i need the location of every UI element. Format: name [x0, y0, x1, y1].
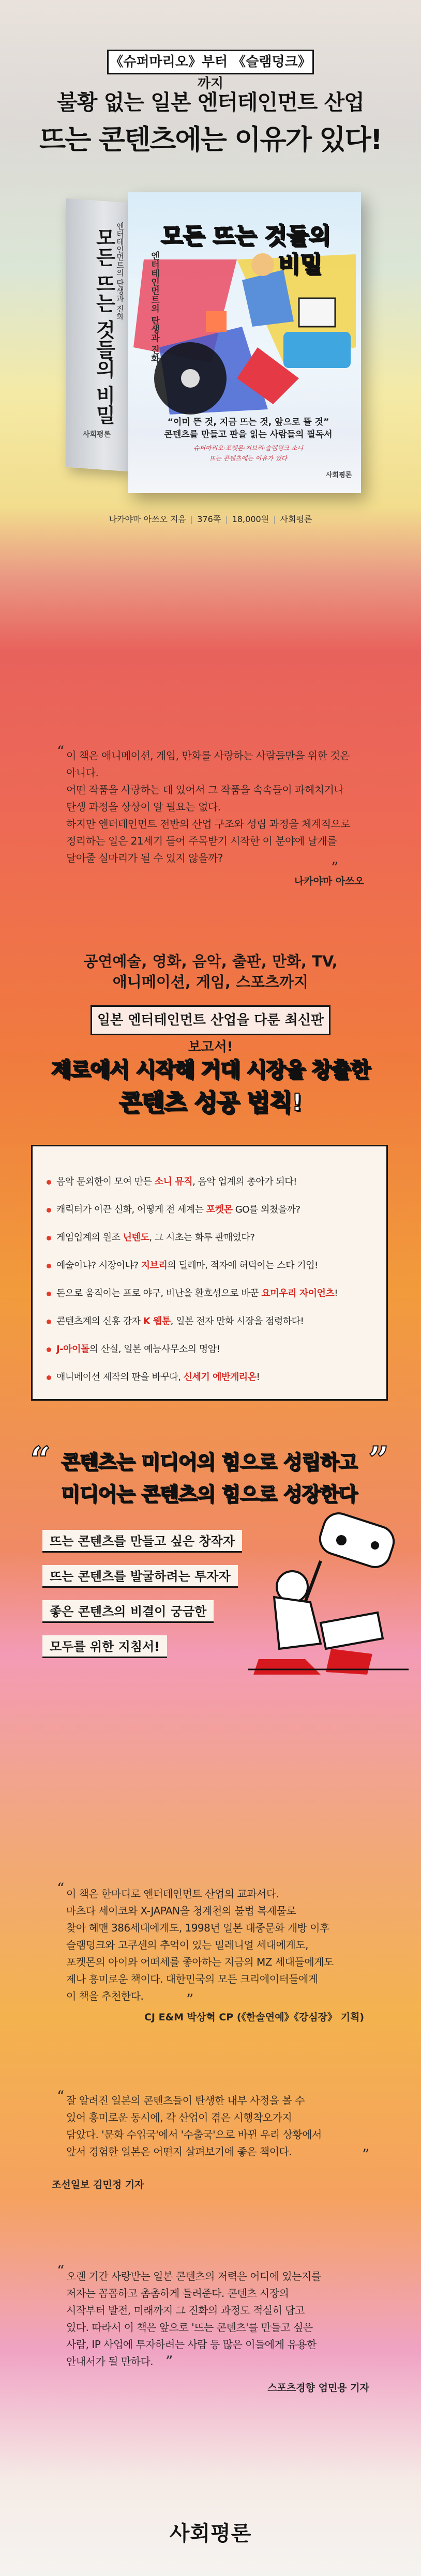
hero-headline-1: 불황 없는 일본 엔터테인먼트 산업 [57, 90, 364, 115]
author-quote-line: 아니다. [66, 766, 99, 779]
spine-subtitle: 엔터테인먼트의 탄생과 진화 [115, 222, 125, 320]
list-item: 돈으로 움직이는 프로 야구, 비난을 환호성으로 바꾼 요미우리 자이언츠! [47, 1286, 338, 1299]
review-line: 저자는 꼼꼼하고 촘촘하게 들려준다. 콘텐츠 시장의 [66, 2287, 289, 2299]
review-2 [66, 2092, 322, 2160]
author-quote [66, 747, 350, 867]
cover-quote-line-1: “이미 뜬 것, 지금 뜨는 것, 앞으로 뜰 것” [167, 417, 329, 427]
review-line: 안내서가 될 만하다. [66, 2355, 154, 2368]
author-quote-line: 달아줄 실마리가 될 수 있지 않을까? [66, 852, 223, 864]
review-line: 앞서 경험한 일본은 어떤지 살펴보기에 좋은 책이다. [66, 2145, 292, 2158]
hero-headline-2: 뜨는 콘텐츠에는 이유가 있다! [39, 124, 382, 156]
list-item: 음악 문외한이 모여 만든 소니 뮤직, 음악 업계의 총아가 되다! [47, 1174, 297, 1188]
review2-author: 조선일보 김민정 기자 [52, 2179, 144, 2190]
audience-tag: 좋은 콘텐츠의 비결이 궁금한 [42, 1600, 214, 1623]
review2-open-mark: “ [57, 2088, 65, 2105]
review3-close-mark: ” [166, 2353, 173, 2370]
gamer-illustration [243, 1509, 414, 1680]
review-line: 오랜 기간 사랑받는 일본 콘텐츠의 저력은 어디에 있는지를 [66, 2270, 321, 2282]
review1-close-mark: ” [186, 1991, 194, 2008]
genre-line-2: 애니메이션, 게임, 스포츠까지 [112, 973, 309, 991]
meta-publisher: 사회평론 [280, 514, 312, 524]
review-line: 잘 알려진 일본의 콘텐츠들이 탄생한 내부 사정을 볼 수 [66, 2094, 305, 2107]
review-3 [66, 2268, 321, 2370]
quote-author: 나카야마 아쓰오 [294, 876, 364, 887]
bullet-dot-icon [47, 1264, 51, 1268]
author-quote-line: 어떤 작품을 사랑하는 데 있어서 그 작품을 속속들이 파헤치거나 [66, 784, 344, 796]
spine-title: 모든 뜨는 것들의 비밀 [93, 227, 115, 425]
review-line: 제나 흥미로운 책이다. 대한민국의 모든 크리에이터들에게 [66, 1973, 318, 1985]
cover-title-1: 모든 뜨는 것들의 [160, 223, 331, 249]
publisher-logo: 사회평론 [169, 2522, 252, 2546]
author-quote-line: 정리하는 일은 21세기 들어 주목받기 시작한 이 분야에 날개를 [66, 835, 337, 847]
cover-red-line-1: 슈퍼마리오·포켓몬·지브리·슬램덩크 소니 [193, 444, 304, 452]
review-line: 찾아 헤맨 386세대에게도, 1998년 일본 대중문화 개방 이후 [66, 1922, 329, 1934]
list-item: 캐릭터가 이끈 신화, 어떻게 전 세계는 포켓몬 GO를 외쳤을까? [47, 1202, 300, 1216]
meta-author: 나카야마 아쓰오 지음 [109, 514, 186, 524]
audience-tag: 모두를 위한 지침서! [42, 1635, 167, 1658]
bullet-dot-icon [47, 1320, 51, 1324]
cover-red-line-2: 뜨는 콘텐츠에는 이유가 있다 [209, 455, 288, 462]
review1-author: CJ E&M 박상혁 CP (《한솔연예》《강심장》 기획) [144, 2012, 364, 2023]
cover-red-text [155, 443, 341, 464]
motto-line-1: 콘텐츠는 미디어의 힘으로 성립하고 [61, 1451, 357, 1474]
meta-price: 18,000원 [232, 514, 269, 524]
list-item: 예술이냐? 시장이냐? 지브리의 딜레마, 적자에 허덕이는 스타 기업! [47, 1258, 318, 1271]
audience-tag: 뜨는 콘텐츠를 발굴하려는 투자자 [42, 1565, 238, 1588]
cover-publisher: 사회평론 [326, 471, 352, 479]
quote-open-mark: “ [57, 743, 65, 760]
big-headline-1: 제로에서 시작해 거대 시장을 창출한 [51, 1058, 370, 1082]
list-item: J-아이돌의 산실, 일본 예능사무소의 명암! [47, 1342, 220, 1355]
author-quote-line: 이 책은 애니메이션, 게임, 만화를 사랑하는 사람들만을 위한 것은 [66, 749, 350, 762]
list-item: 게임업계의 원조 닌텐도, 그 시초는 화투 판매였다? [47, 1230, 254, 1244]
author-quote-line: 탄생 과정을 상상이 알 필요는 없다. [66, 801, 221, 813]
cover-vertical-subtitle: 엔터테인먼트의 탄생과 진화 [149, 251, 159, 363]
review3-open-mark: “ [57, 2262, 65, 2279]
bullet-dot-icon [47, 1180, 51, 1185]
spine-publisher: 사회평론 [83, 431, 111, 439]
motto-open-mark: “ [30, 1438, 51, 1481]
review-line: 포켓몬의 아이와 어떠세를 좋아하는 지금의 MZ 세대들에게도 [66, 1956, 334, 1968]
bullet-dot-icon [47, 1292, 51, 1296]
bullet-dot-icon [47, 1208, 51, 1213]
meta-pages: 376쪽 [197, 514, 221, 524]
cover-quote [155, 416, 341, 441]
hero-subtitle-box: 《슈퍼마리오》부터 《슬램덩크》까지 [107, 50, 314, 74]
review-line: 사람, IP 사업에 투자하려는 사람 등 많은 이들에게 유용한 [66, 2338, 317, 2351]
bullet-dot-icon [47, 1375, 51, 1380]
review-line: 시작부터 발전, 미래까지 그 진화의 과정도 적실히 담고 [66, 2304, 305, 2317]
bullet-dot-icon [47, 1236, 51, 1240]
review-line: 이 책은 한마디로 엔터테인먼트 산업의 교과서다. [66, 1888, 279, 1900]
big-headline-2: 콘텐츠 성공 법칙! [118, 1088, 303, 1116]
audience-tag: 뜨는 콘텐츠를 만들고 싶은 창작자 [42, 1530, 242, 1553]
report-box: 일본 엔터테인먼트 산업을 다룬 최신판 보고서! [91, 1005, 330, 1035]
book-meta: 나카야마 아쓰오 지음 | 376쪽 | 18,000원 | 사회평론 [0, 513, 421, 525]
motto-close-mark: ” [368, 1438, 389, 1481]
review-line: 슬램덩크와 고쿠센의 추억이 있는 밀레니얼 세대에게도, [66, 1939, 309, 1951]
review2-close-mark: ” [362, 2146, 370, 2163]
review1-open-mark: “ [57, 1880, 65, 1897]
cover-title-2: 비밀 [278, 251, 322, 278]
review-line: 있어 흥미로운 동시에, 각 산업이 겪은 시행착오가지 [66, 2111, 292, 2124]
author-quote-line: 하지만 엔터테인먼트 전반의 산업 구조와 성립 과정을 체계적으로 [66, 818, 351, 830]
list-item: 콘텐츠계의 신흥 강자 K 웹툰, 일본 전자 만화 시장을 점령하다! [47, 1314, 304, 1327]
review-line: 있다. 따라서 이 책은 앞으로 '뜨는 콘텐츠'를 만들고 싶은 [66, 2321, 313, 2334]
review-line: 이 책을 추천한다. [66, 1990, 144, 2002]
list-item: 애니메이션 제작의 판을 바꾸다, 신세기 에반게리온! [47, 1370, 260, 1383]
review-line: 담았다. '문화 수입국'에서 '수출국'으로 바뀐 우리 상황에서 [66, 2128, 322, 2141]
review-line: 마츠다 세이코와 X-JAPAN을 청계천의 불법 복제물로 [66, 1905, 296, 1917]
review-1 [66, 1885, 334, 2008]
motto-line-2: 미디어는 콘텐츠의 힘으로 성장한다 [61, 1483, 357, 1506]
review3-author: 스포츠경향 엄민용 기자 [267, 2382, 369, 2394]
quote-close-mark: ” [331, 859, 339, 876]
bullet-dot-icon [47, 1347, 51, 1352]
cover-quote-line-2: 콘텐츠를 만들고 판을 읽는 사람들의 필독서 [164, 430, 333, 440]
genre-line-1: 공연예술, 영화, 음악, 출판, 만화, TV, [83, 953, 338, 970]
